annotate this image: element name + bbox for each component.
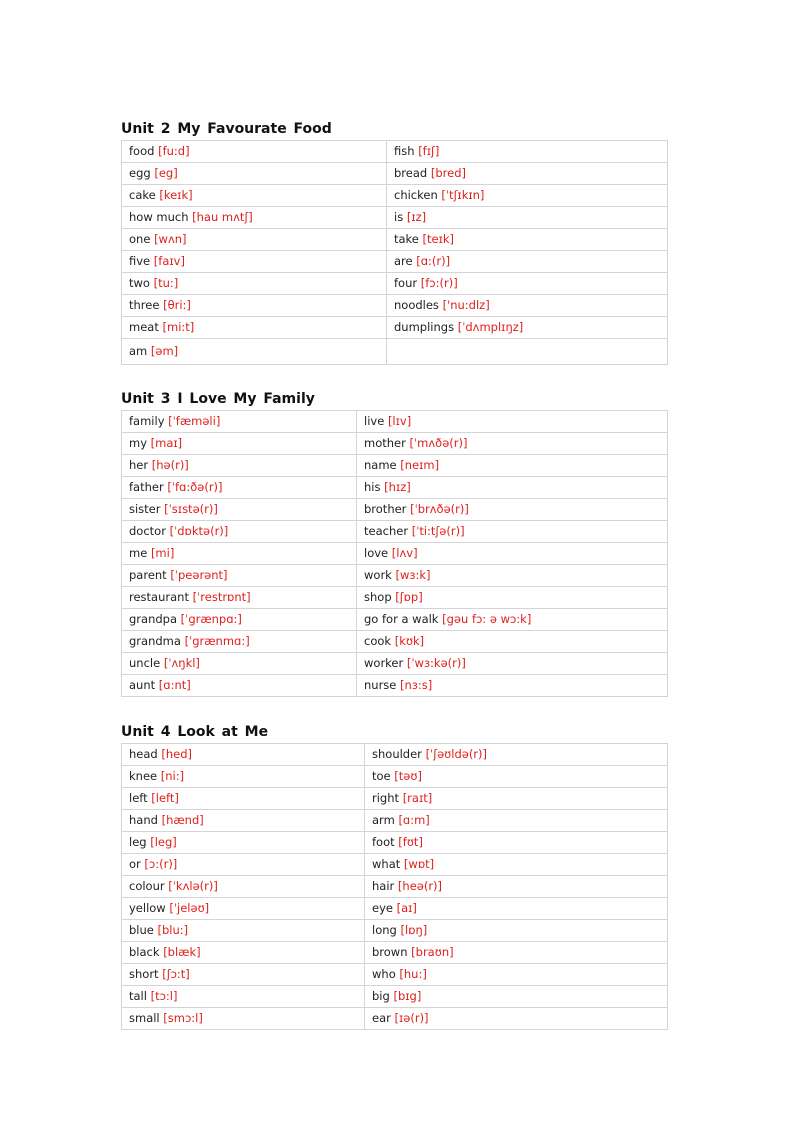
vocab-phonetic: [bɪg]	[393, 989, 422, 1003]
vocab-phonetic: [ˈfæməli]	[168, 414, 221, 428]
vocab-word: arm	[372, 813, 395, 827]
vocab-phonetic: [fɪʃ]	[418, 144, 440, 158]
table-row	[122, 477, 668, 499]
vocab-word: ear	[372, 1011, 391, 1025]
unit-2-section	[121, 118, 667, 365]
left-vocab-cell	[122, 141, 387, 163]
vocab-phonetic: [nɜ:s]	[400, 678, 433, 692]
table-row	[122, 455, 668, 477]
left-vocab-cell	[122, 251, 387, 273]
vocab-word: go for a walk	[364, 612, 439, 626]
vocab-phonetic: [hau mʌtʃ]	[192, 210, 253, 224]
vocab-phonetic: [teɪk]	[422, 232, 455, 246]
vocab-word: aunt	[129, 678, 156, 692]
vocab-word: is	[394, 210, 404, 224]
vocab-word: work	[364, 568, 392, 582]
left-vocab-cell	[122, 920, 365, 942]
left-vocab-cell	[122, 163, 387, 185]
vocab-phonetic: [tu:]	[153, 276, 179, 290]
left-vocab-cell	[122, 477, 357, 499]
vocab-phonetic: [faɪv]	[153, 254, 185, 268]
vocab-phonetic: [ʃɔ:t]	[162, 967, 190, 981]
vocab-phonetic: [smɔ:l]	[163, 1011, 203, 1025]
vocab-word: parent	[129, 568, 167, 582]
vocab-word: love	[364, 546, 389, 560]
vocab-word: meat	[129, 320, 159, 334]
vocab-phonetic: [hed]	[161, 747, 193, 761]
vocab-word: noodles	[394, 298, 439, 312]
vocab-word: five	[129, 254, 151, 268]
vocab-phonetic: [lɒŋ]	[400, 923, 428, 937]
vocab-phonetic: [ˈtʃɪkɪn]	[441, 188, 485, 202]
table-row	[122, 810, 668, 832]
right-vocab-cell	[387, 229, 668, 251]
right-vocab-cell	[387, 141, 668, 163]
vocab-phonetic: [ˈsɪstə(r)]	[164, 502, 218, 516]
vocab-phonetic: [hu:]	[399, 967, 427, 981]
vocab-phonetic: [mi:t]	[162, 320, 195, 334]
vocab-word: blue	[129, 923, 154, 937]
table-row	[122, 631, 668, 653]
vocab-phonetic: [ˈfɑ:ðə(r)]	[167, 480, 223, 494]
vocab-phonetic: [ɪz]	[406, 210, 427, 224]
left-vocab-cell	[122, 631, 357, 653]
right-vocab-cell	[365, 854, 668, 876]
left-vocab-cell	[122, 854, 365, 876]
unit-2-vocab-table	[121, 140, 668, 365]
table-row	[122, 207, 668, 229]
right-vocab-cell	[387, 273, 668, 295]
vocab-word: am	[129, 344, 148, 358]
vocab-word: egg	[129, 166, 151, 180]
left-vocab-cell	[122, 810, 365, 832]
vocab-phonetic: [lɪv]	[387, 414, 412, 428]
vocab-word: dumplings	[394, 320, 455, 334]
vocab-phonetic: [ˈʌŋkl]	[163, 656, 200, 670]
vocab-phonetic: [fʊt]	[398, 835, 423, 849]
table-row	[122, 521, 668, 543]
right-vocab-cell	[365, 986, 668, 1008]
vocab-word: his	[364, 480, 381, 494]
vocab-word: eye	[372, 901, 393, 915]
right-vocab-cell	[387, 317, 668, 339]
right-vocab-cell	[357, 455, 668, 477]
left-vocab-cell	[122, 876, 365, 898]
vocab-word: live	[364, 414, 385, 428]
left-vocab-cell	[122, 964, 365, 986]
vocab-phonetic: [hænd]	[161, 813, 204, 827]
left-vocab-cell	[122, 744, 365, 766]
vocab-word: four	[394, 276, 418, 290]
vocab-phonetic: [leg]	[150, 835, 177, 849]
vocab-word: bread	[394, 166, 428, 180]
vocab-word: nurse	[364, 678, 397, 692]
table-row	[122, 854, 668, 876]
right-vocab-cell	[357, 631, 668, 653]
table-row	[122, 433, 668, 455]
unit-4-section	[121, 721, 667, 1030]
vocab-word: head	[129, 747, 158, 761]
table-row	[122, 766, 668, 788]
vocab-word: brother	[364, 502, 407, 516]
right-vocab-cell	[387, 339, 668, 365]
vocab-word: three	[129, 298, 160, 312]
unit-4-vocab-table	[121, 743, 668, 1030]
vocab-phonetic: [ˈrestrɒnt]	[192, 590, 251, 604]
vocab-word: small	[129, 1011, 160, 1025]
vocab-word: uncle	[129, 656, 161, 670]
vocab-word: teacher	[364, 524, 409, 538]
vocab-word: foot	[372, 835, 395, 849]
table-row	[122, 229, 668, 251]
left-vocab-cell	[122, 788, 365, 810]
left-vocab-cell	[122, 229, 387, 251]
right-vocab-cell	[357, 565, 668, 587]
right-vocab-cell	[365, 810, 668, 832]
vocab-word: family	[129, 414, 165, 428]
vocab-phonetic: [ˈti:tʃə(r)]	[411, 524, 465, 538]
vocab-phonetic: [ʃɒp]	[395, 590, 423, 604]
vocab-phonetic: [ˈdɒktə(r)]	[169, 524, 229, 538]
vocab-word: cook	[364, 634, 392, 648]
vocab-word: colour	[129, 879, 165, 893]
vocab-word: father	[129, 480, 164, 494]
table-row	[122, 1008, 668, 1030]
vocab-word: grandma	[129, 634, 181, 648]
right-vocab-cell	[357, 477, 668, 499]
unit-3-section	[121, 388, 667, 697]
vocab-phonetic: [blu:]	[157, 923, 189, 937]
vocab-phonetic: [aɪ]	[396, 901, 417, 915]
vocab-phonetic: [bred]	[430, 166, 466, 180]
vocab-phonetic: [eg]	[154, 166, 178, 180]
vocab-phonetic: [tɔ:l]	[150, 989, 178, 1003]
left-vocab-cell	[122, 411, 357, 433]
right-vocab-cell	[365, 744, 668, 766]
vocab-word: big	[372, 989, 390, 1003]
vocab-word: hand	[129, 813, 158, 827]
table-row	[122, 141, 668, 163]
right-vocab-cell	[365, 832, 668, 854]
left-vocab-cell	[122, 898, 365, 920]
vocab-word: grandpa	[129, 612, 178, 626]
vocab-word: what	[372, 857, 401, 871]
vocab-phonetic: [ˈʃəʊldə(r)]	[425, 747, 488, 761]
vocab-word: take	[394, 232, 419, 246]
table-row	[122, 411, 668, 433]
vocab-word: shoulder	[372, 747, 422, 761]
vocab-phonetic: [fu:d]	[158, 144, 190, 158]
vocab-word: fish	[394, 144, 415, 158]
vocab-phonetic: [maɪ]	[150, 436, 183, 450]
vocab-phonetic: [ˈbrʌðə(r)]	[410, 502, 469, 516]
table-row	[122, 898, 668, 920]
left-vocab-cell	[122, 433, 357, 455]
vocab-phonetic: [ˈgrænpɑ:]	[180, 612, 242, 626]
vocab-phonetic: [ɑ:m]	[398, 813, 430, 827]
vocab-word: or	[129, 857, 141, 871]
left-vocab-cell	[122, 587, 357, 609]
table-row	[122, 587, 668, 609]
table-row	[122, 543, 668, 565]
vocab-word: short	[129, 967, 159, 981]
table-row	[122, 876, 668, 898]
vocab-word: left	[129, 791, 148, 805]
table-row	[122, 942, 668, 964]
right-vocab-cell	[357, 433, 668, 455]
right-vocab-cell	[357, 609, 668, 631]
right-vocab-cell	[357, 587, 668, 609]
vocab-word: long	[372, 923, 397, 937]
vocab-word: chicken	[394, 188, 438, 202]
table-row	[122, 653, 668, 675]
left-vocab-cell	[122, 675, 357, 697]
table-row	[122, 920, 668, 942]
vocab-phonetic: [wɒt]	[403, 857, 435, 871]
vocab-word: her	[129, 458, 149, 472]
vocab-phonetic: [gəu fɔ: ə wɔ:k]	[442, 612, 532, 626]
vocab-phonetic: [left]	[151, 791, 179, 805]
table-row	[122, 675, 668, 697]
vocab-phonetic: ['nu:dlz]	[442, 298, 490, 312]
vocab-phonetic: [blæk]	[163, 945, 201, 959]
table-row	[122, 163, 668, 185]
table-row	[122, 295, 668, 317]
right-vocab-cell	[387, 295, 668, 317]
vocab-phonetic: [fɔ:(r)]	[420, 276, 458, 290]
vocab-phonetic: [neɪm]	[400, 458, 440, 472]
right-vocab-cell	[365, 920, 668, 942]
vocab-phonetic: [əm]	[150, 344, 179, 358]
left-vocab-cell	[122, 543, 357, 565]
table-row	[122, 339, 668, 365]
vocab-phonetic: [ɑ:nt]	[158, 678, 191, 692]
vocab-word: one	[129, 232, 151, 246]
left-vocab-cell	[122, 339, 387, 365]
table-row	[122, 499, 668, 521]
left-vocab-cell	[122, 565, 357, 587]
table-row	[122, 273, 668, 295]
vocab-phonetic: [lʌv]	[391, 546, 418, 560]
left-vocab-cell	[122, 653, 357, 675]
vocab-word: who	[372, 967, 396, 981]
table-row	[122, 832, 668, 854]
left-vocab-cell	[122, 317, 387, 339]
vocab-word: toe	[372, 769, 391, 783]
table-row	[122, 964, 668, 986]
table-row	[122, 565, 668, 587]
table-row	[122, 744, 668, 766]
right-vocab-cell	[357, 653, 668, 675]
right-vocab-cell	[357, 499, 668, 521]
left-vocab-cell	[122, 521, 357, 543]
vocab-phonetic: [kʊk]	[394, 634, 425, 648]
vocab-word: sister	[129, 502, 161, 516]
vocab-phonetic: [ni:]	[160, 769, 185, 783]
vocab-word: my	[129, 436, 148, 450]
right-vocab-cell	[365, 942, 668, 964]
vocab-word: name	[364, 458, 397, 472]
right-vocab-cell	[387, 185, 668, 207]
left-vocab-cell	[122, 455, 357, 477]
vocab-word: leg	[129, 835, 147, 849]
right-vocab-cell	[365, 788, 668, 810]
vocab-phonetic: [θri:]	[163, 298, 191, 312]
left-vocab-cell	[122, 986, 365, 1008]
vocab-phonetic: [keɪk]	[159, 188, 193, 202]
vocab-phonetic: [ˈwɜ:kə(r)]	[406, 656, 466, 670]
vocab-phonetic: [wɜ:k]	[395, 568, 431, 582]
right-vocab-cell	[365, 1008, 668, 1030]
vocab-phonetic: [braʊn]	[411, 945, 454, 959]
table-row	[122, 609, 668, 631]
vocab-phonetic: [hɪz]	[384, 480, 411, 494]
left-vocab-cell	[122, 273, 387, 295]
vocab-word: mother	[364, 436, 406, 450]
left-vocab-cell	[122, 207, 387, 229]
left-vocab-cell	[122, 185, 387, 207]
right-vocab-cell	[387, 251, 668, 273]
right-vocab-cell	[357, 411, 668, 433]
vocab-phonetic: [ˈjeləʊ]	[169, 901, 210, 915]
right-vocab-cell	[357, 675, 668, 697]
vocab-word: doctor	[129, 524, 166, 538]
vocab-word: tall	[129, 989, 147, 1003]
left-vocab-cell	[122, 499, 357, 521]
vocab-phonetic: [ˈpeərənt]	[170, 568, 228, 582]
table-row	[122, 185, 668, 207]
left-vocab-cell	[122, 609, 357, 631]
vocab-word: restaurant	[129, 590, 189, 604]
vocab-phonetic: [mi]	[150, 546, 175, 560]
unit-2-title: Unit 2 My Favourate Food	[121, 121, 332, 137]
vocab-word: right	[372, 791, 400, 805]
vocab-word: are	[394, 254, 413, 268]
left-vocab-cell	[122, 1008, 365, 1030]
vocab-phonetic: [hə(r)]	[151, 458, 189, 472]
vocab-phonetic: [ɑ:(r)]	[416, 254, 451, 268]
unit-3-title: Unit 3 I Love My Family	[121, 391, 315, 407]
vocab-phonetic: [ˈdʌmplɪŋz]	[457, 320, 524, 334]
vocab-word: shop	[364, 590, 392, 604]
right-vocab-cell	[365, 876, 668, 898]
vocab-phonetic: [ˈkʌlə(r)]	[168, 879, 218, 893]
right-vocab-cell	[387, 207, 668, 229]
vocab-word: how much	[129, 210, 189, 224]
vocab-word: knee	[129, 769, 158, 783]
left-vocab-cell	[122, 942, 365, 964]
vocab-phonetic: [raɪt]	[402, 791, 433, 805]
vocab-phonetic: [ˈgrænmɑ:]	[184, 634, 250, 648]
vocab-word: me	[129, 546, 148, 560]
left-vocab-cell	[122, 766, 365, 788]
right-vocab-cell	[357, 543, 668, 565]
vocab-word: food	[129, 144, 155, 158]
vocab-word: black	[129, 945, 160, 959]
vocab-phonetic: [ˈmʌðə(r)]	[409, 436, 468, 450]
vocab-phonetic: [ɔ:(r)]	[144, 857, 178, 871]
left-vocab-cell	[122, 832, 365, 854]
vocab-word: yellow	[129, 901, 166, 915]
vocab-phonetic: [ɪə(r)]	[394, 1011, 429, 1025]
table-row	[122, 986, 668, 1008]
vocab-phonetic: [wʌn]	[154, 232, 187, 246]
unit-3-vocab-table	[121, 410, 668, 697]
right-vocab-cell	[357, 521, 668, 543]
table-row	[122, 788, 668, 810]
vocab-word: hair	[372, 879, 395, 893]
vocab-phonetic: [heə(r)]	[397, 879, 443, 893]
unit-4-title: Unit 4 Look at Me	[121, 724, 269, 740]
right-vocab-cell	[365, 766, 668, 788]
vocab-word: cake	[129, 188, 156, 202]
vocab-word: brown	[372, 945, 408, 959]
vocab-word: worker	[364, 656, 404, 670]
right-vocab-cell	[365, 898, 668, 920]
table-row	[122, 317, 668, 339]
vocab-word: two	[129, 276, 150, 290]
table-row	[122, 251, 668, 273]
vocab-phonetic: [təʊ]	[394, 769, 422, 783]
right-vocab-cell	[387, 163, 668, 185]
right-vocab-cell	[365, 964, 668, 986]
left-vocab-cell	[122, 295, 387, 317]
